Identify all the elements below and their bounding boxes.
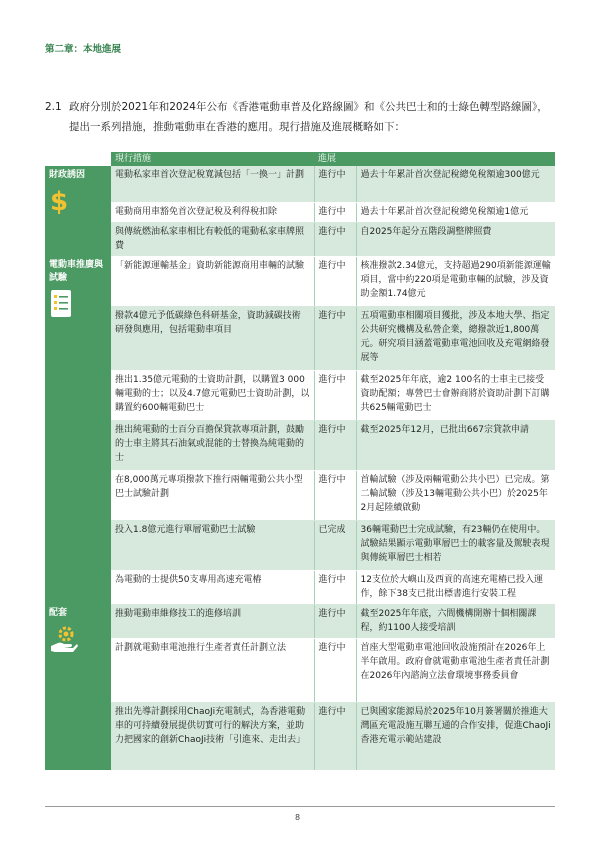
- table-row: [45, 570, 555, 604]
- category-label: 配套: [49, 608, 68, 618]
- measure-cell: 電動私家車首次登記稅寬減包括「一換一」計劃: [111, 166, 314, 202]
- status-cell: 進行中: [314, 370, 356, 420]
- paragraph-number: 2.1: [45, 101, 62, 113]
- measure-cell: 推動電動車維修技工的進修培訓: [111, 604, 314, 638]
- measure-cell: 推出先導計劃採用ChaoJi充電制式，為香港電動車的可持續發展提供切實可行的解決方案，並助力把國家的創新ChaoJi技術「引進來、走出去」: [111, 702, 314, 770]
- table-row: [45, 702, 555, 770]
- status-cell: 進行中: [314, 222, 356, 256]
- header-measure: 現行措施: [111, 152, 314, 166]
- hand-gear-icon: [49, 624, 107, 659]
- measure-cell: 為電動的士提供50支專用高速充電樁: [111, 570, 314, 604]
- measures-table: [45, 152, 555, 771]
- status-cell: 進行中: [314, 604, 356, 638]
- category-support: [45, 604, 111, 770]
- measure-cell: 「新能源運輸基金」資助新能源商用車輛的試驗: [111, 256, 314, 306]
- measure-cell: 推出1.35億元電動的士資助計劃，以購置3 000輛電動的士；以及4.7億元電動巴士資助計劃，以購置約600輛電動巴士: [111, 370, 314, 420]
- intro-paragraph: [45, 97, 555, 137]
- status-cell: 已完成: [314, 520, 356, 570]
- status-cell: 進行中: [314, 306, 356, 370]
- status-cell: 進行中: [314, 702, 356, 770]
- table-row: [45, 604, 555, 638]
- progress-cell: 截至2025年年底，六間機構開辦十個相關課程，約1100人接受培訓: [356, 604, 555, 638]
- table-header: [45, 152, 555, 166]
- table-row: [45, 256, 555, 306]
- progress-cell: 自2025年起分五階段調整牌照費: [356, 222, 555, 256]
- table-row: [45, 306, 555, 370]
- dollar-sign-icon: [49, 186, 107, 221]
- progress-cell: 12支位於大嶼山及西貢的高速充電樁已投入運作，餘下38支已批出標書進行安裝工程: [356, 570, 555, 604]
- checklist-icon: [49, 289, 107, 324]
- progress-cell: 已與國家能源局於2025年10月簽署關於推進大灣區充電設施互聯互通的合作安排，促進ChaoJi香港充電示範站建設: [356, 702, 555, 770]
- progress-cell: 截至2025年年底，逾2 100名的士車主已接受資助配額；專營巴士會辦商將於資助計劃下訂購共625輛電動巴士: [356, 370, 555, 420]
- measure-cell: 撥款4億元予低碳綠色科研基金，資助減碳技術研發與應用，包括電動車項目: [111, 306, 314, 370]
- category-trial: [45, 256, 111, 604]
- table-row: [45, 470, 555, 520]
- progress-cell: 過去十年累計首次登記稅總免稅額逾1億元: [356, 202, 555, 222]
- chapter-title: 第二章：本地進展: [45, 44, 122, 55]
- measure-cell: 投入1.8億元進行單層電動巴士試驗: [111, 520, 314, 570]
- table-row: [45, 222, 555, 256]
- status-cell: 進行中: [314, 420, 356, 470]
- footer-divider: [45, 806, 555, 807]
- status-cell: 進行中: [314, 470, 356, 520]
- measure-cell: 在8,000萬元專項撥款下推行兩輛電動公共小型巴士試驗計劃: [111, 470, 314, 520]
- table-row: [45, 520, 555, 570]
- category-label: 財政誘因: [49, 170, 86, 180]
- table-row: [45, 638, 555, 702]
- table-row: [45, 370, 555, 420]
- category-label: 電動車推廣與試驗: [49, 260, 104, 283]
- status-cell: 進行中: [314, 166, 356, 202]
- progress-cell: 五項電動車相關項目獲批，涉及本地大學、指定公共研究機構及私營企業，總撥款近1,800萬元。研究項目涵蓋電動車電池回收及充電網絡發展等: [356, 306, 555, 370]
- category-finance: [45, 166, 111, 256]
- status-cell: 進行中: [314, 256, 356, 306]
- measure-cell: 計劃就電動車電池推行生產者責任計劃立法: [111, 638, 314, 702]
- progress-cell: 首輪試驗（涉及兩輛電動公共小巴）已完成。第二輪試驗（涉及13輛電動公共小巴）於2025年2月起陸續啟動: [356, 470, 555, 520]
- measure-cell: 電動商用車豁免首次登記稅及利得稅扣除: [111, 202, 314, 222]
- measure-cell: 推出純電動的士百分百擔保貸款專項計劃，鼓勵的士車主將其石油氣或混能的士替換為純電動的士: [111, 420, 314, 470]
- page-number: 8: [294, 813, 301, 822]
- progress-cell: 首座大型電動車電池回收設施預計在2026年上半年啟用。政府會就電動車電池生產者責任計劃在2026年內諮詢立法會環境事務委員會: [356, 638, 555, 702]
- header-progress: 進展: [314, 152, 555, 166]
- progress-cell: 過去十年累計首次登記稅總免稅額逾300億元: [356, 166, 555, 202]
- svg-text:$: $: [49, 187, 69, 216]
- measure-cell: 與傳統燃油私家車相比有較低的電動私家車牌照費: [111, 222, 314, 256]
- progress-cell: 36輛電動巴士完成試驗，有23輛仍在使用中。試驗結果顯示電動單層巴士的載客量及駕駛表現與傳統單層巴士相若: [356, 520, 555, 570]
- paragraph-text: 政府分別於2021年和2024年公布《香港電動車普及化路線圖》和《公共巴士和的士綠色轉型路線圖》，提出一系列措施，推動電動車在香港的應用。現行措施及進展概略如下：: [69, 101, 548, 133]
- table-row: [45, 420, 555, 470]
- table-row: [45, 166, 555, 202]
- progress-cell: 截至2025年12月，已批出667宗貸款申請: [356, 420, 555, 470]
- status-cell: 進行中: [314, 570, 356, 604]
- progress-cell: 核准撥款2.34億元，支持超過290項新能源運輸項目，當中約220項是電動車輛的試驗，涉及資助金額1.74億元: [356, 256, 555, 306]
- status-cell: 進行中: [314, 638, 356, 702]
- status-cell: 進行中: [314, 202, 356, 222]
- table-row: [45, 202, 555, 222]
